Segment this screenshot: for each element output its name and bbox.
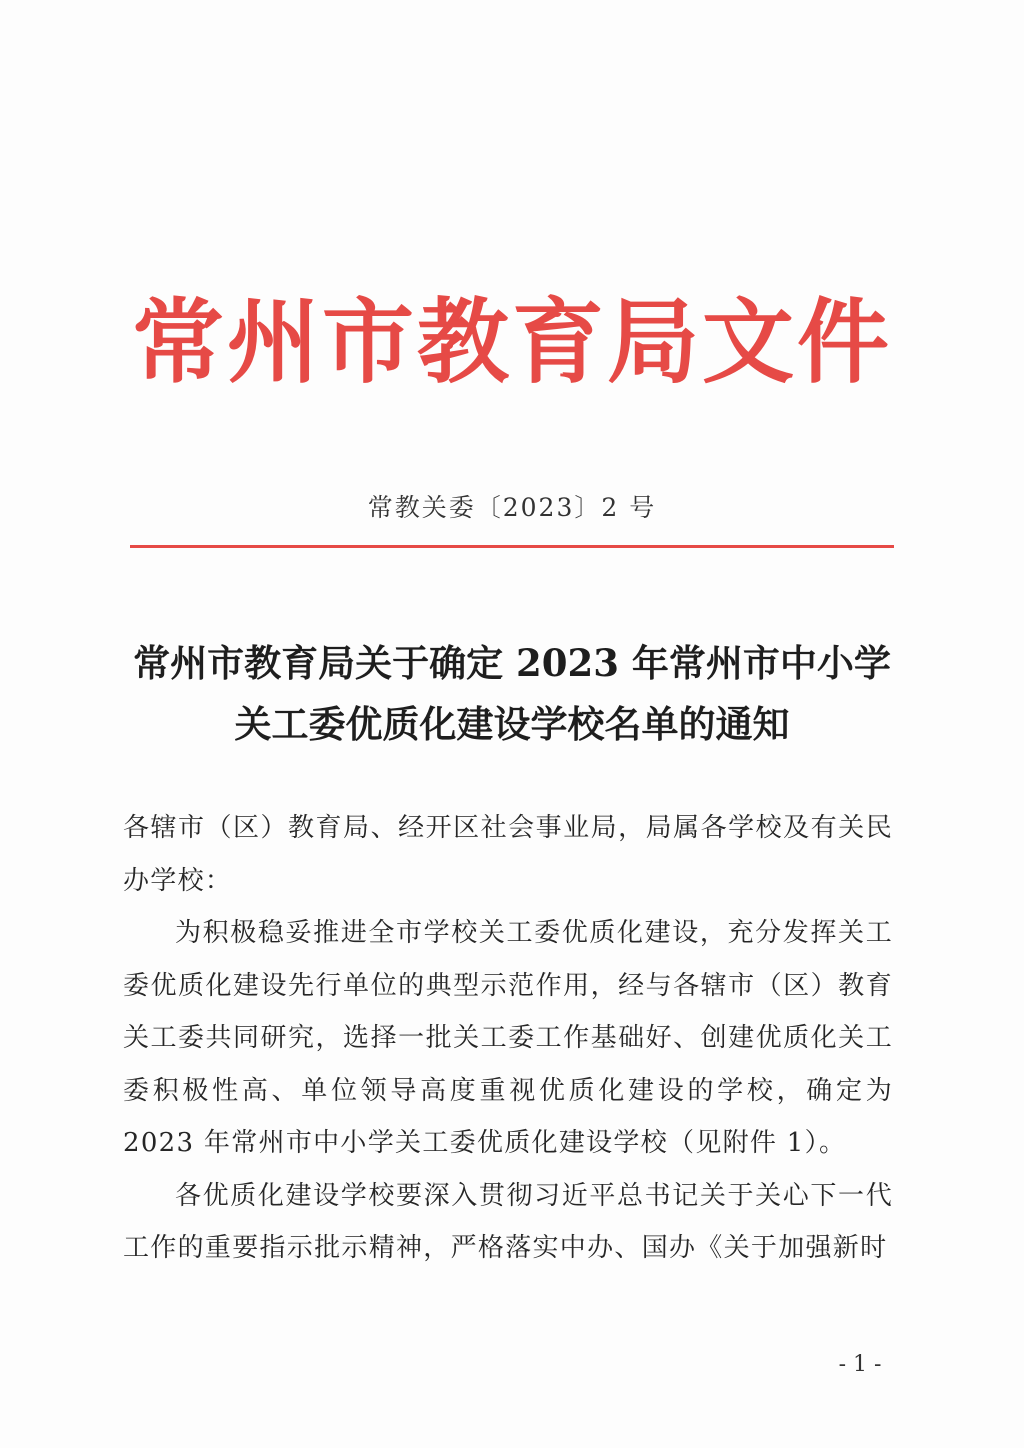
body-paragraph-2: 各优质化建设学校要深入贯彻习近平总书记关于关心下一代工作的重要指示批示精神，严格落实中办、国办《关于加强新时 — [123, 1180, 893, 1263]
masthead-title: 常州市教育局文件 — [131, 288, 892, 396]
notice-title-line-1: 常州市教育局关于确定 2023 年常州市中小学 — [133, 641, 891, 685]
addressee-paragraph: 各辖市（区）教育局、经开区社会事业局，局属各学校及有关民办学校： — [123, 813, 893, 896]
page-number: - 1 - — [838, 1352, 882, 1377]
notice-body — [123, 802, 893, 1275]
red-divider-line — [130, 545, 894, 548]
notice-title-line-2: 关工委优质化建设学校名单的通知 — [234, 702, 790, 746]
document-number: 常教关委〔2023〕2 号 — [367, 493, 657, 522]
notice-title — [110, 633, 914, 755]
body-paragraph-1: 为积极稳妥推进全市学校关工委优质化建设，充分发挥关工委优质化建设先行单位的典型示范作用，经与各辖市（区）教育关工委共同研究，选择一批关工委工作基础好、创建优质化关工委积极性高、单位领导高度重视优质化建设的学校，确定为 2023 年常州市中小学关工委优质化建设学校（见附件 1）。 — [123, 918, 893, 1158]
